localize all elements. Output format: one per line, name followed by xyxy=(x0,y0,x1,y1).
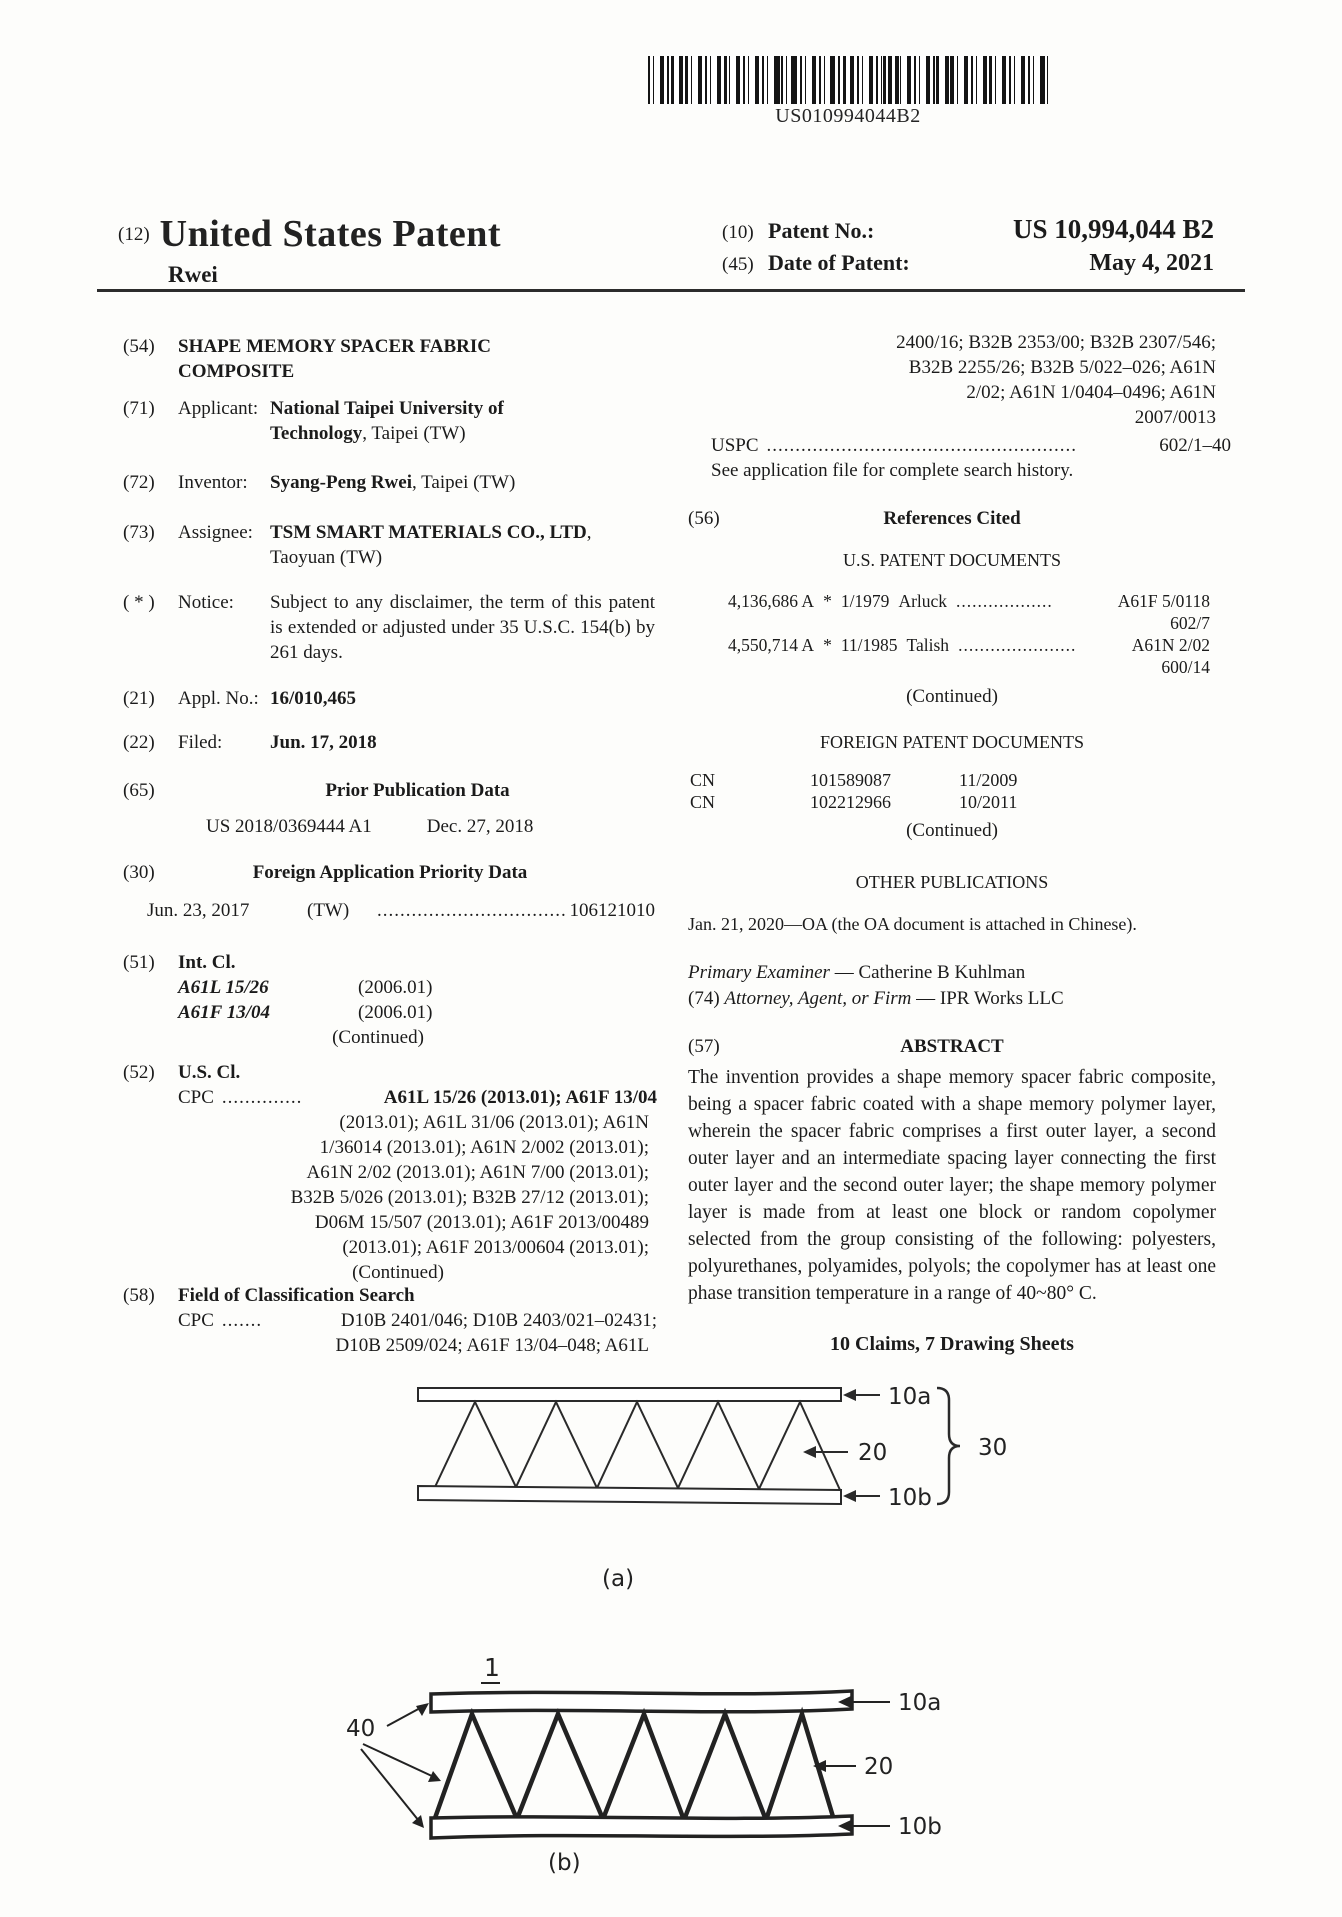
attorney-line xyxy=(688,986,1216,1011)
patent-date-label: Date of Patent: xyxy=(768,250,910,275)
ref-name: Talish xyxy=(906,635,950,655)
field-12-num: (12) xyxy=(118,224,150,245)
patent-date-value: May 4, 2021 xyxy=(1089,250,1214,276)
us-reference-row xyxy=(728,634,1210,656)
fig-b-spacer-zigzag xyxy=(435,1714,834,1820)
fig-a-arrowhead-bottom xyxy=(843,1490,856,1502)
foreign-country: CN xyxy=(690,770,716,790)
field-search-codes: D10B 2401/046; D10B 2403/021–02431; xyxy=(340,1310,657,1331)
search-history-note: See application file for complete search history. xyxy=(711,460,1074,481)
patent-number-label: Patent No.: xyxy=(768,218,875,243)
section-references xyxy=(688,506,1216,531)
filed-label: Filed: xyxy=(178,732,223,753)
cpc-dots: ....... xyxy=(221,1310,263,1331)
right-column xyxy=(688,330,1231,1410)
field-45-num: (45) xyxy=(722,254,754,275)
cpc-continuation-line: 2/02; A61N 1/0404–0496; A61N xyxy=(966,382,1216,403)
figure-b-drawing xyxy=(240,1648,942,1858)
field-71-num: (71) xyxy=(123,398,155,419)
section-appl-no xyxy=(97,686,657,711)
attorney-label: Attorney, Agent, or Firm xyxy=(724,988,912,1009)
field-54-num: (54) xyxy=(123,336,155,357)
fig-a-label-10b: 10b xyxy=(888,1485,932,1511)
field-72-num: (72) xyxy=(123,472,155,493)
abstract-heading: ABSTRACT xyxy=(900,1036,1004,1057)
barcode-text: US010994044B2 xyxy=(775,105,921,127)
cpc-line: (2013.01); A61L 31/06 (2013.01); A61N xyxy=(339,1112,649,1133)
prior-publication-number: US 2018/0369444 A1 xyxy=(206,816,372,837)
priority-date: Jun. 23, 2017 xyxy=(147,900,250,921)
field-10-num: (10) xyxy=(722,222,754,243)
applicant-label: Applicant: xyxy=(178,398,259,419)
cpc-line: A61N 2/02 (2013.01); A61N 7/00 (2013.01); xyxy=(306,1162,649,1183)
attorney-name: — IPR Works LLC xyxy=(916,988,1064,1009)
fig-b-arrow-40-top xyxy=(387,1707,422,1726)
inventor-location: , Taipei (TW) xyxy=(411,472,516,493)
uspc-value: 602/1–40 xyxy=(1159,435,1231,456)
figure-a-caption: (a) xyxy=(602,1566,635,1592)
cpc-label: CPC xyxy=(178,1087,214,1108)
document-type xyxy=(118,212,501,256)
fig-a-label-10a: 10a xyxy=(888,1384,932,1410)
ref-class: A61N 2/02 xyxy=(1131,635,1210,655)
examiner-name: — Catherine B Kuhlman xyxy=(834,962,1026,983)
field-74-num: (74) xyxy=(688,988,720,1009)
int-cl-version: (2006.01) xyxy=(358,977,433,998)
patent-number-value: US 10,994,044 B2 xyxy=(1012,214,1214,244)
ref-dots: ...................... xyxy=(958,635,1077,655)
fig-a-brace xyxy=(937,1388,960,1504)
inventor-value xyxy=(270,470,600,495)
int-cl-version: (2006.01) xyxy=(358,1002,433,1023)
foreign-priority-heading: Foreign Application Priority Data xyxy=(252,862,528,883)
cpc-line: (2013.01); A61F 2013/00604 (2013.01); xyxy=(342,1237,649,1258)
foreign-documents-heading: FOREIGN PATENT DOCUMENTS xyxy=(819,732,1085,752)
int-cl-code: A61F 13/04 xyxy=(178,1002,271,1023)
ref-star: * xyxy=(823,635,832,655)
priority-dots: ................................. xyxy=(377,900,567,921)
patent-date-row xyxy=(722,250,1214,286)
other-publications-heading: OTHER PUBLICATIONS xyxy=(855,872,1049,892)
ref-star: * xyxy=(823,591,832,611)
section-inventor xyxy=(97,470,657,495)
field-58-num: (58) xyxy=(123,1285,155,1306)
applicant-location: , Taipei (TW) xyxy=(362,423,466,444)
figure-b-caption: (b) xyxy=(548,1850,581,1876)
field-51-num: (51) xyxy=(123,952,155,973)
fig-b-label-10b: 10b xyxy=(898,1814,942,1840)
cpc-line xyxy=(178,1085,657,1110)
section-applicant xyxy=(97,396,657,446)
foreign-country: CN xyxy=(690,792,716,812)
primary-examiner-line xyxy=(688,960,1216,985)
references-heading: References Cited xyxy=(883,508,1021,529)
notice-label: Notice: xyxy=(178,592,234,613)
appl-no-value: 16/010,465 xyxy=(270,688,357,709)
field-65-num: (65) xyxy=(123,780,155,801)
foreign-number: 101589087 xyxy=(810,770,891,790)
other-publications-text: Jan. 21, 2020—OA (the OA document is attached in Chinese). xyxy=(688,914,1137,934)
field-search-line: D10B 2509/024; A61F 13/04–048; A61L xyxy=(335,1335,649,1356)
us-patent-documents-heading: U.S. PATENT DOCUMENTS xyxy=(842,550,1062,570)
us-reference-row xyxy=(728,590,1210,612)
prior-publication-heading: Prior Publication Data xyxy=(325,780,510,801)
cpc-line: 1/36014 (2013.01); A61N 2/002 (2013.01); xyxy=(319,1137,649,1158)
priority-number: 106121010 xyxy=(569,900,655,921)
fig-a-arrowhead-top xyxy=(843,1389,856,1401)
fig-b-top-layer xyxy=(431,1691,852,1712)
fig-a-label-30: 30 xyxy=(978,1435,1008,1461)
field-search-line xyxy=(178,1308,657,1333)
section-assignee xyxy=(97,520,657,570)
uspc-dots: ...................................................... xyxy=(766,435,1078,456)
ref-class: A61F 5/0118 xyxy=(1117,591,1210,611)
patent-number-row xyxy=(722,214,1214,250)
cpc-line: D06M 15/507 (2013.01); A61F 2013/00489 xyxy=(314,1212,649,1233)
fig-b-arrowhead-40-bottom xyxy=(412,1815,424,1828)
inventor-surname: Rwei xyxy=(168,262,218,287)
foreign-date: 11/2009 xyxy=(959,770,1018,790)
fig-b-arrow-40-bottom xyxy=(361,1749,419,1821)
cpc-line: B32B 5/026 (2013.01); B32B 27/12 (2013.01); xyxy=(290,1187,649,1208)
int-cl-entry xyxy=(178,1000,657,1025)
us-cl-continued: (Continued) xyxy=(352,1262,444,1283)
ref-class-sub: 602/7 xyxy=(1170,613,1210,633)
fig-a-label-20: 20 xyxy=(858,1440,888,1466)
references-continued: (Continued) xyxy=(906,686,998,707)
section-abstract xyxy=(688,1034,1216,1059)
ref-class-sub: 600/14 xyxy=(1161,657,1210,677)
field-search-heading: Field of Classification Search xyxy=(178,1285,415,1306)
fig-a-top-layer xyxy=(418,1388,841,1401)
cpc-continuation-line: 2007/0013 xyxy=(1134,407,1216,428)
fig-b-label-10a: 10a xyxy=(898,1690,942,1716)
appl-no-label: Appl. No.: xyxy=(178,688,259,709)
left-column xyxy=(97,330,657,1400)
applicant-name: National Taipei University of Technology xyxy=(270,398,504,444)
uspc-line xyxy=(688,433,1239,458)
section-field-search xyxy=(97,1283,657,1358)
section-title xyxy=(97,334,657,384)
assignee-location: , Taoyuan (TW) xyxy=(270,522,592,568)
fig-b-label-1: 1 xyxy=(484,1653,500,1682)
notice-text: Subject to any disclaimer, the term of this patent is extended or adjusted under 35 U.S.C. 154(b) by 261 days. xyxy=(270,592,655,663)
fig-b-bottom-layer xyxy=(431,1816,852,1838)
foreign-reference-row xyxy=(688,790,1216,812)
field-22-num: (22) xyxy=(123,732,155,753)
foreign-continued: (Continued) xyxy=(906,820,998,841)
section-int-cl xyxy=(97,950,657,1050)
header-divider xyxy=(97,289,1245,292)
cpc-codes: A61L 15/26 (2013.01); A61F 13/04 xyxy=(383,1087,657,1108)
int-cl-entry xyxy=(178,975,657,1000)
prior-publication-date: Dec. 27, 2018 xyxy=(426,816,534,837)
cpc-continuation-line: B32B 2255/26; B32B 5/022–026; A61N xyxy=(908,357,1216,378)
section-filed xyxy=(97,730,657,755)
ref-number: 4,550,714 A xyxy=(728,635,815,655)
assignee-value xyxy=(270,520,600,570)
field-30-num: (30) xyxy=(123,862,155,883)
fig-a-bottom-layer xyxy=(418,1486,841,1504)
section-foreign-priority xyxy=(97,860,657,923)
us-cl-heading: U.S. Cl. xyxy=(178,1062,241,1083)
ref-date: 1/1979 xyxy=(840,591,890,611)
assignee-label: Assignee: xyxy=(178,522,253,543)
cpc-label: CPC xyxy=(178,1310,214,1331)
foreign-number: 102212966 xyxy=(810,792,891,812)
fig-b-arrowhead-40-mid xyxy=(428,1771,441,1782)
field-57-num: (57) xyxy=(688,1036,720,1057)
inventor-label: Inventor: xyxy=(178,472,248,493)
section-prior-publication xyxy=(97,778,657,839)
page-title: United States Patent xyxy=(159,213,502,255)
field-73-num: (73) xyxy=(123,522,155,543)
figure-a-drawing xyxy=(340,1380,1020,1540)
fig-b-arrow-40-mid xyxy=(363,1744,434,1777)
notice-asterisk: ( * ) xyxy=(123,592,155,613)
section-us-cl xyxy=(97,1060,657,1285)
foreign-date: 10/2011 xyxy=(959,792,1018,812)
ref-date: 11/1985 xyxy=(840,635,898,655)
invention-title: SHAPE MEMORY SPACER FABRIC COMPOSITE xyxy=(178,336,492,382)
int-cl-code: A61L 15/26 xyxy=(178,977,269,998)
applicant-value xyxy=(270,396,600,446)
fig-a-spacer-zigzag xyxy=(435,1402,840,1490)
ref-name: Arluck xyxy=(898,591,948,611)
section-notice xyxy=(97,590,657,665)
fig-b-label-40: 40 xyxy=(346,1716,376,1742)
foreign-reference-row xyxy=(688,768,1216,790)
field-56-num: (56) xyxy=(688,508,720,529)
fig-b-label-20: 20 xyxy=(864,1754,894,1780)
abstract-text: The invention provides a shape memory spacer fabric composite, being a spacer fabric coated with a shape memory polymer layer, wherein the spacer fabric comprises a first outer layer, a second outer layer and an intermediate spacing layer connecting the first outer layer and the second outer layer; the shape memory polymer layer is made from at least one block or random copolymer selected from the group consisting of the following: polyesters, polyurethanes, polyamides, polyols; the copolymer has at least one phase transition temperature in a range of 40~80° C. xyxy=(688,1067,1216,1304)
barcode-image xyxy=(648,56,1048,104)
field-21-num: (21) xyxy=(123,688,155,709)
cpc-continuation-line: 2400/16; B32B 2353/00; B32B 2307/546; xyxy=(896,332,1216,353)
priority-country: (TW) xyxy=(307,900,350,921)
int-cl-heading: Int. Cl. xyxy=(178,952,236,973)
fig-a-arrowhead-mid xyxy=(803,1446,816,1458)
assignee-name: TSM SMART MATERIALS CO., LTD xyxy=(270,522,587,543)
field-52-num: (52) xyxy=(123,1062,155,1083)
uspc-label: USPC xyxy=(711,435,759,456)
header-right xyxy=(722,214,1214,286)
inventor-name: Syang-Peng Rwei xyxy=(270,472,412,493)
examiner-label: Primary Examiner xyxy=(688,962,830,983)
ref-dots: .................. xyxy=(956,591,1053,611)
cpc-dots: .............. xyxy=(221,1087,303,1108)
claims-line: 10 Claims, 7 Drawing Sheets xyxy=(830,1333,1074,1355)
ref-number: 4,136,686 A xyxy=(728,591,815,611)
filed-value: Jun. 17, 2018 xyxy=(270,732,377,753)
int-cl-continued: (Continued) xyxy=(332,1027,424,1048)
